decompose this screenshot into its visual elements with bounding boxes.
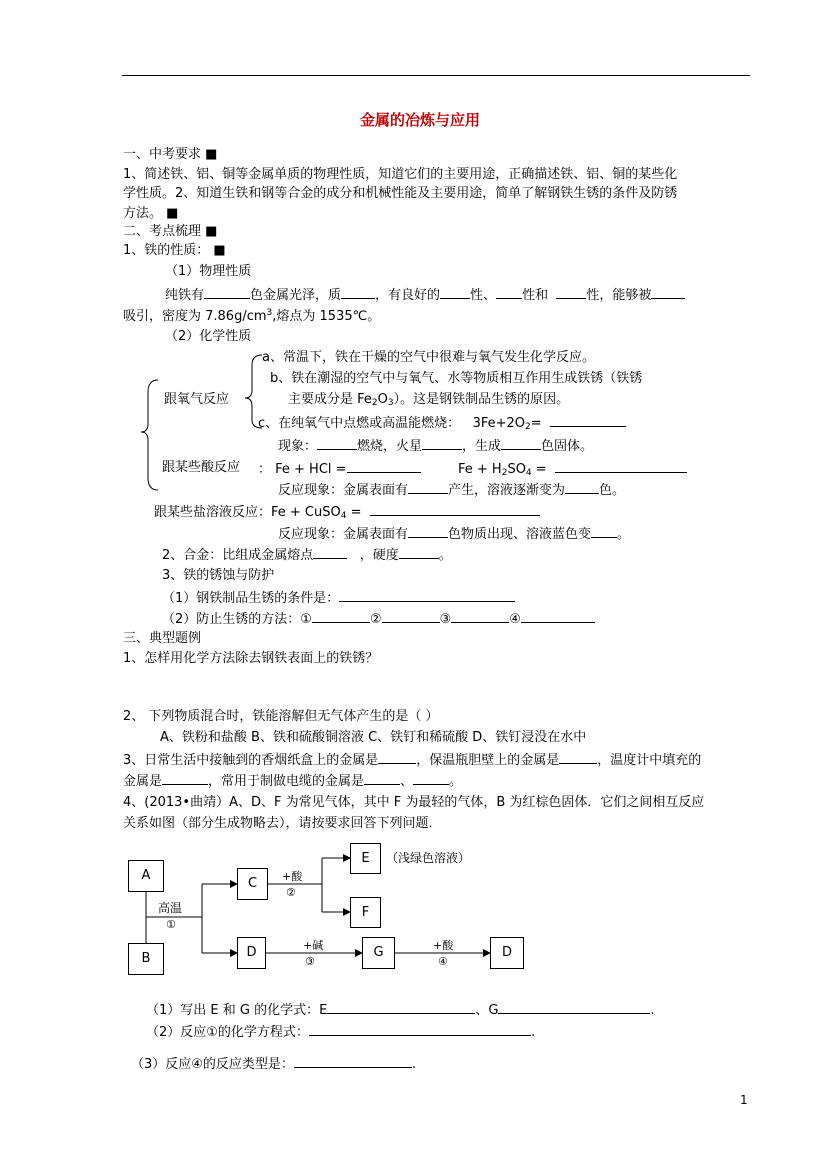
acid-eq2: $Fe + H_2SO_4$ = bbox=[458, 459, 687, 482]
acid-eq1: ： Fe + HCl = bbox=[258, 459, 421, 478]
rust-heading: 3、铁的锈蚀与防护 bbox=[162, 568, 275, 583]
salt-reaction: 跟某些盐溶液反应：Fe + CuSO$_4$ = bbox=[154, 502, 540, 525]
question-4-line1: 4、(2013•曲靖）A、D、F 为常见气体，其中 F 为最轻的气体，B 为红棕色固体．它们之间相互反应 bbox=[123, 795, 705, 810]
step-3: ③ bbox=[305, 955, 315, 968]
cond-3: +碱 bbox=[303, 939, 324, 952]
box-d2: D bbox=[490, 937, 524, 969]
box-a: A bbox=[128, 860, 164, 892]
question-3-line1: 3、日常生活中接触到的香烟纸盒上的金属是 ，保温瓶胆壁上的金属是 ，温度计中填充的 bbox=[123, 750, 701, 769]
section1-line3: 方法。 ■ bbox=[123, 206, 179, 221]
section3-heading: 三、典型题例 bbox=[123, 631, 202, 646]
physical-line2: 吸引，密度为 $7.86g/cm^3$,熔点为 1535℃。 bbox=[123, 308, 381, 324]
box-b: B bbox=[128, 943, 164, 975]
question-1: 1、怎样用化学方法除去钢铁表面上的铁锈？ bbox=[123, 651, 379, 666]
rust-prevent: （2）防止生锈的方法：① ② ③ ④ bbox=[162, 609, 595, 628]
cond-1: 高温 bbox=[158, 901, 183, 915]
page-number: 1 bbox=[740, 1093, 748, 1107]
question-4c: （3）反应④的反应类型是： . bbox=[131, 1054, 416, 1073]
cond-2: +酸 bbox=[282, 870, 303, 883]
physical-heading: （1）物理性质 bbox=[165, 264, 252, 279]
page-title: 金属的冶炼与应用 bbox=[360, 111, 481, 129]
step-1: ① bbox=[166, 918, 176, 931]
section2-heading: 二、考点梳理 ■ bbox=[123, 224, 218, 239]
note-e: （浅绿色溶液） bbox=[386, 851, 471, 865]
oxy-b2: 主要成分是 $Fe_2O_3$）。这是钢铁制品生锈的原因。 bbox=[288, 392, 570, 408]
question-4-line2: 关系如图（部分生成物略去），请按要求回答下列问题． bbox=[123, 816, 442, 831]
box-f: F bbox=[350, 897, 381, 928]
box-g: G bbox=[362, 937, 395, 969]
oxy-b1: b、铁在潮湿的空气中与氧气、水等物质相互作用生成铁锈（铁锈 bbox=[270, 371, 643, 386]
question-3-line2: 金属是 ，常用于制做电缆的金属是 、 。 bbox=[123, 771, 462, 790]
section1-heading: 一、中考要求 ■ bbox=[123, 147, 218, 162]
salt-observation: 反应现象：金属表面有 色物质出现、溶液蓝色变 。 bbox=[278, 524, 630, 543]
physical-line1: 纯铁有 色金属光泽，质 ，有良好的 性、 性和 性，能够被 bbox=[165, 285, 685, 304]
cond-4: +酸 bbox=[433, 939, 454, 952]
chemical-heading: （2）化学性质 bbox=[165, 329, 252, 344]
question-4b: （2）反应①的化学方程式： . bbox=[146, 1022, 535, 1041]
section1-line2: 学性质。2、知道生铁和钢等合金的成分和机械性能及主要用途，简单了解钢铁生锈的条件及防锈 bbox=[123, 186, 678, 201]
acid-observation: 反应现象：金属表面有 产生，溶液逐渐变为 色。 bbox=[278, 480, 625, 499]
box-c: C bbox=[237, 868, 268, 900]
question-2-options: A、铁粉和盐酸 B、铁和硫酸铜溶液 C、铁钉和稀硫酸 D、铁钉浸没在水中 bbox=[160, 730, 587, 745]
oxy-observation: 现象： 燃烧，火星 ，生成 色固体。 bbox=[278, 436, 593, 455]
question-2: 2、 下列物质混合时，铁能溶解但无气体产生的是（ ） bbox=[123, 709, 439, 724]
alloy: 2、合金：比组成金属熔点 ，硬度 。 bbox=[162, 545, 452, 564]
oxy-c: c、在纯氧气中点燃或高温能燃烧： $3Fe+2O_2=$ bbox=[258, 413, 626, 436]
item1: 1、铁的性质： ■ bbox=[123, 243, 226, 258]
box-d1: D bbox=[237, 937, 266, 969]
oxy-a: a、常温下，铁在干燥的空气中很难与氧气发生化学反应。 bbox=[262, 350, 595, 365]
acid-label: 跟某些酸反应 bbox=[162, 460, 241, 475]
oxygen-label: 跟氧气反应 bbox=[164, 392, 230, 407]
step-4: ④ bbox=[438, 955, 448, 968]
box-e: E bbox=[350, 843, 381, 874]
step-2: ② bbox=[286, 886, 296, 899]
rust-condition: （1）钢铁制品生锈的条件是： bbox=[162, 588, 515, 607]
question-4a: （1）写出 E 和 G 的化学式：E 、G . bbox=[146, 1000, 655, 1019]
section1-line1: 1、简述铁、铝、铜等金属单质的物理性质，知道它们的主要用途，正确描述铁、铝、铜的某些化 bbox=[123, 167, 678, 182]
